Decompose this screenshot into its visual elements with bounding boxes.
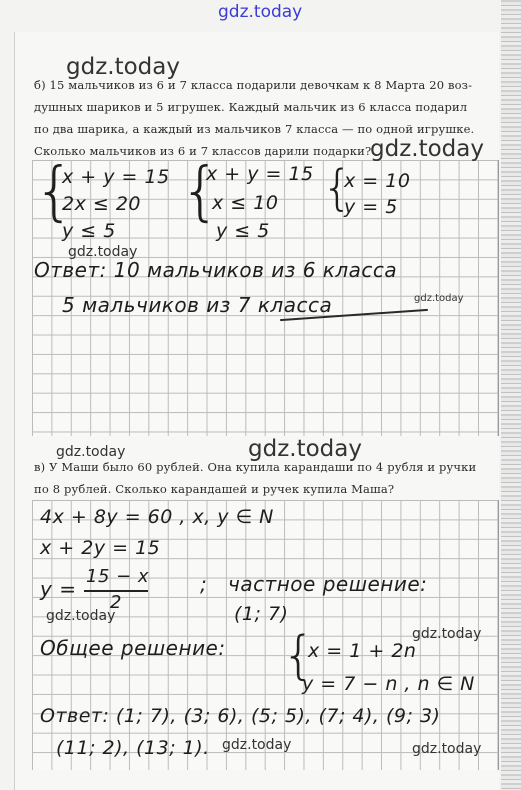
task-v-line: по 8 рублей. Сколько карандашей и ручек купила Маша? <box>34 482 395 496</box>
task-v-eq3-separator: ; <box>200 572 208 596</box>
task-v-eq3-denominator: 2 <box>110 592 122 613</box>
task-v-line: в) У Маши было 60 рублей. Она купила карандаши по 4 рубля и ручки <box>34 460 477 474</box>
task-b-answer-line1: Ответ: 10 мальчиков из 6 класса <box>34 258 398 282</box>
system2-eq3: y ≤ 5 <box>216 220 270 242</box>
watermark: gdz.today <box>46 608 116 624</box>
task-b-line: б) 15 мальчиков из 6 и 7 класса подарили девочкам к 8 Марта 20 воз- <box>34 78 473 92</box>
task-b-line: Сколько мальчиков из 6 и 7 классов дарили подарки? <box>34 144 372 158</box>
system3-eq2: y = 5 <box>344 196 398 218</box>
task-v-text <box>34 456 496 500</box>
watermark: gdz.today <box>66 54 180 80</box>
system1-eq1: x + y = 15 <box>62 166 170 188</box>
system1-eq2: 2x ≤ 20 <box>62 193 142 215</box>
task-b-line: по два шарика, а каждый из мальчиков 7 класса — по одной игрушке. <box>34 122 475 136</box>
system-brace: { <box>180 155 221 229</box>
general-solution-x: x = 1 + 2n <box>308 640 417 662</box>
task-b-answer-line2: 5 мальчиков из 7 класса <box>62 293 333 317</box>
task-b-line: душных шариков и 5 игрушек. Каждый мальчик из 6 класса подарил <box>34 100 468 114</box>
watermark: gdz.today <box>414 293 464 304</box>
particular-solution-value: (1; 7) <box>234 603 289 625</box>
watermark: gdz.today <box>412 626 482 642</box>
system1-eq3: y ≤ 5 <box>62 220 116 242</box>
watermark: gdz.today <box>56 444 126 460</box>
page-edge-shadow <box>501 0 521 790</box>
system2-eq2: x ≤ 10 <box>212 192 279 214</box>
system2-eq1: x + y = 15 <box>206 163 314 185</box>
system-brace: { <box>282 626 316 686</box>
task-v-eq3-lhs: y = <box>40 577 77 601</box>
task-v-eq3-numerator: 15 − x <box>86 566 150 587</box>
task-v-eq2: x + 2y = 15 <box>40 537 161 559</box>
general-solution-label: Общее решение: <box>40 636 226 660</box>
watermark: gdz.today <box>370 136 484 162</box>
watermark: gdz.today <box>412 741 482 757</box>
task-v-answer-line2: (11; 2), (13; 1). <box>56 737 210 759</box>
task-v-answer-line1: Ответ: (1; 7), (3; 6), (5; 5), (7; 4), (9; 3) <box>40 705 441 727</box>
system-brace: { <box>34 155 75 229</box>
particular-solution-label: частное решение: <box>228 572 428 596</box>
watermark: gdz.today <box>68 244 138 260</box>
watermark: gdz.today <box>222 737 292 753</box>
general-solution-y: y = 7 − n , n ∈ N <box>302 673 475 695</box>
task-v-eq1: 4x + 8y = 60 , x, y ∈ N <box>40 506 274 528</box>
system3-eq1: x = 10 <box>344 170 411 192</box>
watermark-top: gdz.today <box>218 2 303 22</box>
watermark: gdz.today <box>248 436 362 462</box>
system-brace: { <box>322 160 353 216</box>
